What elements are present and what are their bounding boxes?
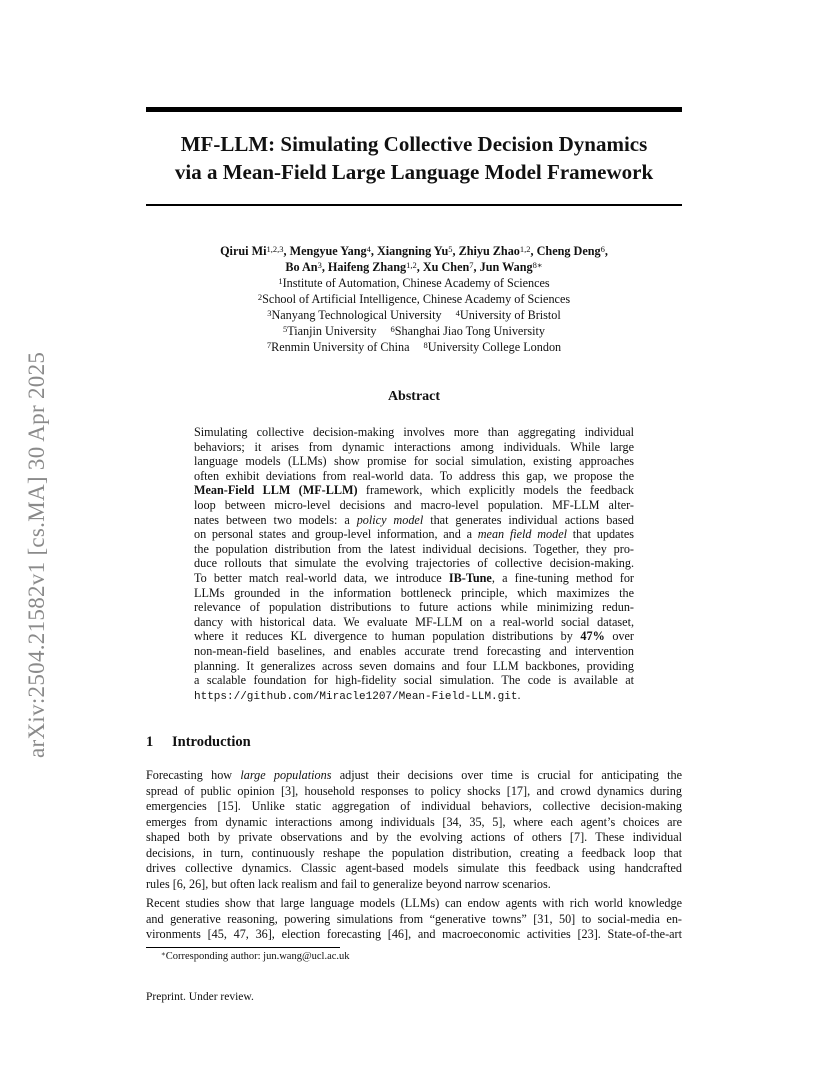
affiliation-name: Tianjin University xyxy=(287,324,377,338)
title-line: via a Mean-Field Large Language Model Framework xyxy=(174,160,654,184)
author-separator: , xyxy=(321,260,328,274)
abstract-line xyxy=(194,542,634,557)
author-name: Mengyue Yang xyxy=(289,244,367,258)
affiliation-line xyxy=(146,307,682,323)
author-separator: , xyxy=(473,260,480,274)
footnote-text: Corresponding author: jun.wang@ucl.ac.uk xyxy=(165,951,350,962)
text-run: over xyxy=(604,629,634,644)
text-run: dancy with historical data. We evaluate MF-LLM on a real-world social dataset, xyxy=(194,614,634,629)
affiliation-list xyxy=(146,275,682,355)
text-run: emergencies [15]. Unlike static aggregation of individual behaviors, collective decision-making xyxy=(146,799,682,813)
author-affiliation-mark: 5 xyxy=(448,244,453,254)
author-names-line xyxy=(146,243,682,259)
abstract-line xyxy=(194,644,634,659)
author-affiliation-mark: 1,2 xyxy=(519,244,531,254)
text-run: Recent studies show that large language models (LLMs) can endow agents with rich world knowledge xyxy=(146,896,682,910)
abstract-line xyxy=(194,498,634,513)
author-separator: , xyxy=(452,244,459,258)
text-run: that updates xyxy=(567,527,634,542)
abstract-body xyxy=(194,425,634,704)
text-run: IB-Tune xyxy=(448,570,492,585)
author-separator: , xyxy=(416,260,423,274)
author-name: Zhiyu Zhao xyxy=(458,244,520,258)
author-name: Xu Chen xyxy=(422,260,470,274)
text-run: mean field model xyxy=(477,527,568,542)
author-affiliation-mark: 6 xyxy=(600,244,605,254)
abstract-line xyxy=(194,571,634,586)
text-run: decisions, in turn, continuously reshape the population distribution, creating a feedback loop that xyxy=(146,845,682,860)
abstract-line xyxy=(194,425,634,440)
author-separator: , xyxy=(370,244,377,258)
affiliation-number: 4 xyxy=(455,308,460,318)
text-run: framework, which explicitly models the feedback xyxy=(357,483,634,498)
text-run: rules [6, 26], but often lack realism and fail to generalize beyond narrow scenarios. xyxy=(146,876,551,891)
affiliation-name: Nanyang Technological University xyxy=(271,308,442,322)
author-name: Xiangning Yu xyxy=(376,244,449,258)
paragraph-line xyxy=(146,927,682,943)
text-run: Mean-Field LLM (MF-LLM) xyxy=(194,483,358,498)
text-run: To better match real-world data, we introduce xyxy=(194,570,449,585)
text-run: on personal states and group-level information, and a xyxy=(194,527,478,542)
author-affiliation-mark: 7 xyxy=(469,260,474,270)
text-run: spread of public opinion [3], household responses to policy shocks [17], and crowd dynamics during xyxy=(146,783,682,798)
affiliation-line xyxy=(146,323,682,339)
footnote-marker: ∗ xyxy=(161,950,166,958)
text-run: duce rollouts that simulate the evolving trajectories of collective decision-making. xyxy=(194,556,634,571)
text-run: nates between two models: a xyxy=(194,512,357,527)
abstract-line xyxy=(194,629,634,644)
author-names-line xyxy=(146,259,682,275)
affiliation-name: University of Bristol xyxy=(459,308,561,322)
text-run: drives collective dynamics. Classic agent-based models simulate this feedback using handcrafted xyxy=(146,861,682,875)
text-run: large populations xyxy=(240,768,332,782)
text-run: Simulating collective decision-making involves more than aggregating individual xyxy=(194,425,634,439)
preprint-note: Preprint. Under review. xyxy=(146,991,254,1003)
text-run: behaviors; it arises from dynamic interactions among individuals. While large xyxy=(194,439,634,454)
abstract-line xyxy=(194,673,634,688)
text-run: where it reduces KL divergence to human population distributions by xyxy=(194,629,581,644)
text-run: emerges from dynamic interactions among individuals [34, 35, 5], where each agent’s choices are xyxy=(146,814,682,829)
affiliation-number: 1 xyxy=(278,276,283,286)
text-run: Forecasting how xyxy=(146,768,241,782)
paragraph-line xyxy=(146,768,682,784)
text-run: shaped both by private observations and by the evolving actions of others [7]. These individual xyxy=(146,830,682,844)
text-run: a scalable foundation for high-fidelity social simulation. The code is available at xyxy=(194,673,634,688)
text-run: adjust their decisions over time is crucial for anticipating the xyxy=(331,768,682,782)
author-affiliation-mark: 3 xyxy=(317,260,322,270)
abstract-line xyxy=(194,469,634,484)
affiliation-name: School of Artificial Intelligence, Chinese Academy of Sciences xyxy=(262,292,571,306)
abstract-line xyxy=(194,440,634,455)
author-block xyxy=(146,243,682,355)
abstract-line xyxy=(194,688,634,705)
author-affiliation-mark: 1,2,3 xyxy=(266,244,284,254)
paragraph-line xyxy=(146,815,682,831)
arxiv-identifier-text: arXiv:2504.21582v1 [cs.MA] 30 Apr 2025 xyxy=(24,351,49,758)
affiliation-number: 2 xyxy=(257,292,263,302)
abstract-line xyxy=(194,659,634,674)
author-name: Qirui Mi xyxy=(220,244,267,258)
text-run: policy model xyxy=(356,512,424,527)
author-separator: , xyxy=(283,244,290,258)
affiliation-name: Shanghai Jiao Tong University xyxy=(394,324,546,338)
paragraph-line xyxy=(146,861,682,877)
section-title: Introduction xyxy=(172,734,251,750)
author-name: Bo An xyxy=(285,260,318,274)
author-name: Cheng Deng xyxy=(536,244,601,258)
code-url: https://github.com/Miracle1207/Mean-Field-LLM.git xyxy=(194,690,518,703)
affiliation-line xyxy=(146,275,682,291)
introduction-paragraph xyxy=(146,768,682,892)
author-separator: , xyxy=(530,244,537,258)
paragraph-line xyxy=(146,830,682,846)
author-affiliation-mark: 4 xyxy=(366,244,371,254)
affiliation-number: 3 xyxy=(267,308,272,318)
author-name: Jun Wang xyxy=(479,260,533,274)
text-run: language models (LLMs) show promise for social simulation, existing approaches xyxy=(194,454,634,469)
text-run: planning. It generalizes across seven domains and four LLM backbones, providing xyxy=(194,658,634,673)
paragraph-line xyxy=(146,896,682,912)
introduction-paragraph xyxy=(146,896,682,943)
abstract-line xyxy=(194,527,634,542)
author-separator: , xyxy=(604,244,608,258)
abstract-heading: Abstract xyxy=(387,389,441,404)
text-run: non-mean-field baselines, and enables accurate trend forecasting and intervention xyxy=(194,643,634,658)
affiliation-number: 5 xyxy=(282,324,288,334)
section-heading-introduction xyxy=(146,734,251,751)
paragraph-line xyxy=(146,912,682,928)
affiliation-name: University College London xyxy=(427,340,562,354)
title-line: MF-LLM: Simulating Collective Decision Dynamics xyxy=(180,132,648,156)
affiliation-line xyxy=(146,339,682,355)
text-run: LLMs grounded in the information bottleneck principle, which maximizes the xyxy=(194,585,634,600)
abstract-line xyxy=(194,556,634,571)
text-run: . xyxy=(517,687,521,702)
affiliation-number: 8 xyxy=(423,340,428,350)
paragraph-line xyxy=(146,877,682,893)
affiliation-name: Institute of Automation, Chinese Academy of Sciences xyxy=(282,276,550,290)
text-run: the population distribution from the latest individual decisions. Together, they pro- xyxy=(194,541,634,556)
author-affiliation-mark: 1,2 xyxy=(406,260,417,270)
text-run: , a fine-tuning method for xyxy=(491,570,634,585)
text-run: relevance of population distributions to future actions while minimizing redun- xyxy=(194,600,634,615)
abstract-line xyxy=(194,513,634,528)
text-run: that generates individual actions based xyxy=(423,512,634,527)
paper-title xyxy=(146,130,682,186)
author-affiliation-mark: 8∗ xyxy=(532,260,543,270)
title-bottom-rule xyxy=(146,204,682,206)
paragraph-line xyxy=(146,846,682,862)
footnote-rule xyxy=(146,947,340,948)
title-top-rule xyxy=(146,107,682,112)
affiliation-line xyxy=(146,291,682,307)
footnote xyxy=(161,951,350,962)
text-run: and generative reasoning, powering simulations from “generative towns” [31, 50] to social-media en- xyxy=(146,911,682,926)
abstract-line xyxy=(194,586,634,601)
affiliation-number: 7 xyxy=(266,340,272,350)
abstract-line xyxy=(194,600,634,615)
paragraph-line xyxy=(146,784,682,800)
text-run: loop between micro-level decisions and macro-level population. MF-LLM alter- xyxy=(194,497,634,512)
paragraph-line xyxy=(146,799,682,815)
abstract-line xyxy=(194,454,634,469)
author-name: Haifeng Zhang xyxy=(327,260,407,274)
text-run: often exhibit deviations from real-world data. To address this gap, we propose the xyxy=(194,468,634,483)
text-run: vironments [45, 47, 36], election forecasting [46], and macroeconomic activities [23]. State-of-the-art xyxy=(146,927,682,941)
text-run: 47% xyxy=(580,629,605,644)
affiliation-name: Renmin University of China xyxy=(271,340,410,354)
affiliation-number: 6 xyxy=(390,324,395,334)
section-number: 1 xyxy=(146,734,154,750)
abstract-line xyxy=(194,483,634,498)
abstract-line xyxy=(194,615,634,630)
